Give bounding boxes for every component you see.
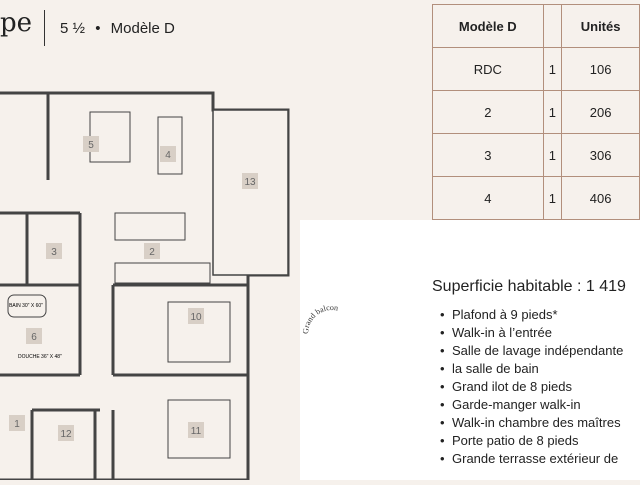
table-header-units: Unités xyxy=(562,5,640,48)
model-line xyxy=(60,20,175,37)
shower-label: DOUCHE 36" X 48" xyxy=(18,354,62,360)
floor-plan-svg xyxy=(0,70,300,480)
room-label-10: 10 xyxy=(190,312,202,323)
header-divider xyxy=(44,10,45,46)
stamp-text: Grand balcon xyxy=(300,302,339,335)
feature-item: • la salle de bain xyxy=(444,360,640,378)
table-row: 4 1 406 xyxy=(433,177,640,220)
room-label-13: 13 xyxy=(244,177,256,188)
living-area-title: Superficie habitable : 1 419 xyxy=(432,278,626,295)
table-row: 3 1 306 xyxy=(433,134,640,177)
model-name: Modèle D xyxy=(110,20,175,37)
room-label-11: 11 xyxy=(190,426,202,437)
table-header-empty xyxy=(543,5,562,48)
feature-item: • Grand ilot de 8 pieds xyxy=(444,378,640,396)
room-label-3: 3 xyxy=(51,247,57,258)
table-header-model: Modèle D xyxy=(433,5,544,48)
feature-item: • Porte patio de 8 pieds xyxy=(444,432,640,450)
svg-text:Grand balcon xyxy=(301,303,339,334)
room-label-6: 6 xyxy=(31,332,37,343)
floor-plan xyxy=(0,70,300,480)
room-label-12: 12 xyxy=(60,429,72,440)
stamp-svg xyxy=(296,298,368,370)
bath-label: BAIN 30" X 60" xyxy=(9,303,43,309)
features-list xyxy=(432,306,640,468)
room-label-2: 2 xyxy=(149,247,155,258)
room-label-1: 1 xyxy=(14,419,20,430)
header xyxy=(0,0,420,60)
brand: pe xyxy=(0,8,33,38)
model-dot: • xyxy=(95,20,101,37)
table-row: 2 1 206 xyxy=(433,91,640,134)
feature-item: • Salle de lavage indépendante xyxy=(444,342,640,360)
feature-item: • Walk-in à l’entrée xyxy=(444,324,640,342)
feature-item: • Grande terrasse extérieur de xyxy=(444,450,640,468)
room-label-5: 5 xyxy=(88,140,94,151)
feature-item: • Plafond à 9 pieds* xyxy=(444,306,640,324)
units-table xyxy=(432,4,640,214)
grand-balcon-stamp xyxy=(296,298,368,370)
feature-item: • Walk-in chambre des maîtres xyxy=(444,414,640,432)
features-panel xyxy=(432,278,640,468)
table-row: RDC 1 106 xyxy=(433,48,640,91)
model-size: 5 ½ xyxy=(60,20,86,37)
room-label-4: 4 xyxy=(165,150,171,161)
feature-item: • Garde-manger walk-in xyxy=(444,396,640,414)
